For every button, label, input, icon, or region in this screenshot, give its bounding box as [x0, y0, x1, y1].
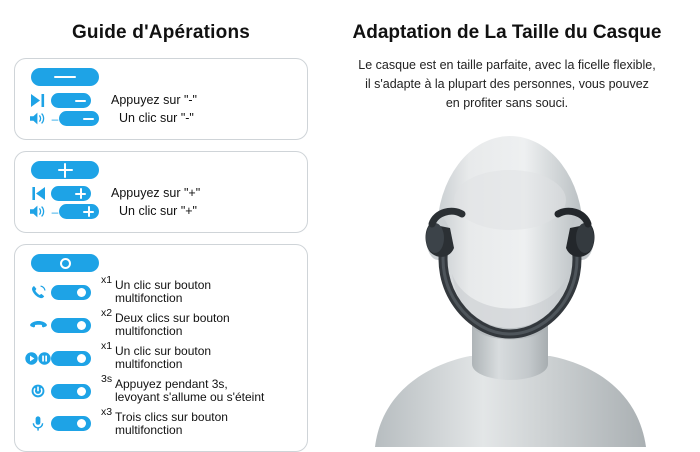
operation-label: Un clic sur bouton multifonction	[115, 343, 212, 372]
fit-adaptation-panel	[320, 0, 700, 447]
operation-row	[25, 111, 297, 126]
press-duration-badge: 3s	[101, 372, 113, 385]
operation-row	[25, 339, 297, 372]
operations-guide-panel	[0, 0, 320, 447]
operation-label: Appuyez pendant 3s, levoyant s'allume ou s'éteint	[115, 376, 265, 405]
circle-icon	[31, 254, 99, 272]
operation-row	[25, 274, 297, 306]
plus-button-graphic	[59, 204, 111, 219]
operation-card-multifunction	[14, 244, 308, 452]
dash-separator: –	[51, 204, 59, 219]
phone-call-icon	[25, 285, 51, 300]
power-icon	[25, 384, 51, 398]
microphone-icon	[25, 416, 51, 431]
operation-label: Appuyez sur "+"	[111, 186, 201, 201]
fit-adaptation-subtitle: Le casque est en taille parfaite, avec la ficelle flexible, il s'adapte à la plupart des personnes, vous pouvez en profiter sans souci.	[358, 58, 656, 110]
press-count-badge: x3	[101, 405, 113, 418]
dash-separator: –	[51, 111, 59, 126]
minus-button-graphic	[59, 111, 111, 126]
prev-track-icon	[25, 187, 51, 200]
plus-button-graphic	[51, 186, 103, 201]
operation-row	[25, 204, 297, 219]
operation-row	[25, 93, 297, 108]
volume-icon	[25, 112, 51, 125]
operation-label: Un clic sur bouton multifonction	[115, 278, 212, 306]
operation-row	[25, 186, 297, 201]
minus-icon	[31, 68, 99, 86]
operation-row	[25, 306, 297, 339]
operation-label: Appuyez sur "-"	[111, 93, 197, 108]
multifunction-button-graphic	[51, 351, 109, 366]
volume-icon	[25, 205, 51, 218]
operation-row	[25, 405, 297, 438]
fit-adaptation-title: Adaptation de La Taille du Casque	[352, 22, 662, 43]
operation-label: Deux clics sur bouton multifonction	[115, 310, 230, 339]
play-pause-icon	[25, 352, 51, 365]
next-track-icon	[25, 94, 51, 107]
operation-card-minus	[14, 58, 308, 140]
operation-label: Un clic sur "-"	[119, 111, 194, 126]
minus-button-graphic	[51, 93, 103, 108]
phone-hangup-icon	[25, 320, 51, 331]
plus-icon	[31, 161, 99, 179]
operation-label: Un clic sur "+"	[119, 204, 197, 219]
operation-row	[25, 372, 297, 405]
multifunction-button-graphic	[51, 285, 109, 300]
press-count-badge: x1	[101, 274, 113, 286]
operation-card-plus	[14, 151, 308, 233]
mannequin-illustration	[320, 112, 700, 447]
press-count-badge: x2	[101, 306, 113, 319]
multifunction-button-graphic	[51, 416, 109, 431]
mannequin-head-with-headset-svg	[320, 112, 700, 447]
operations-guide-title: Guide d'Apérations	[71, 22, 251, 43]
multifunction-button-graphic	[51, 384, 109, 399]
press-count-badge: x1	[101, 339, 113, 352]
multifunction-button-graphic	[51, 318, 109, 333]
operation-label: Trois clics sur bouton multifonction	[115, 409, 228, 437]
